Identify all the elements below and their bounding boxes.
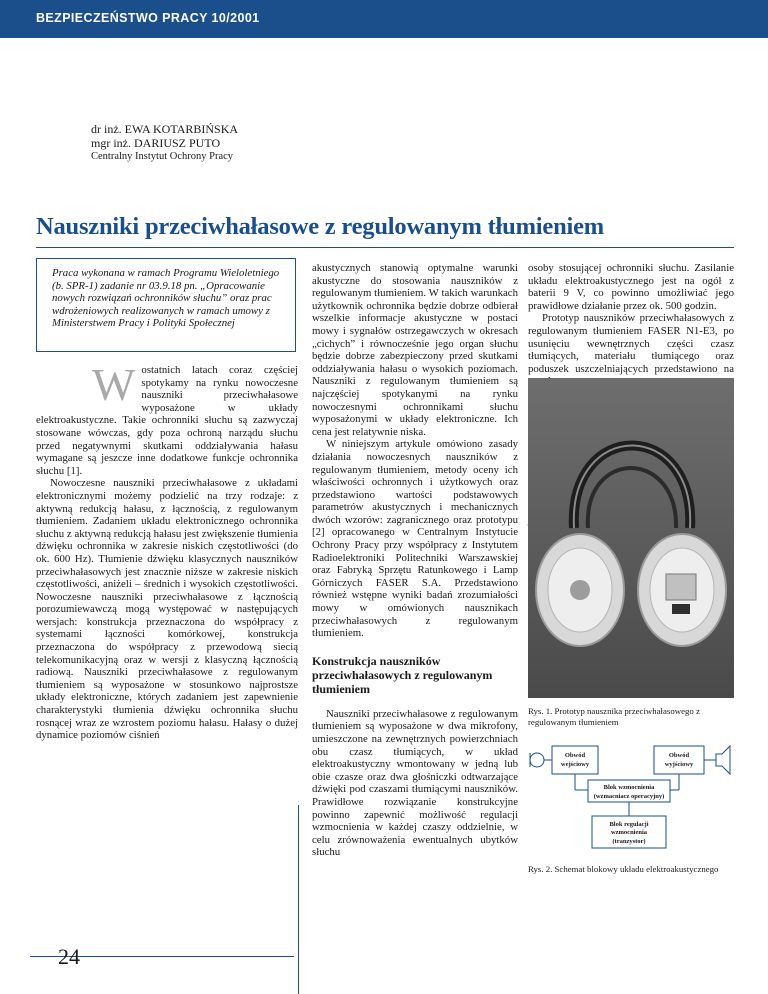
output-circuit-block [654,746,704,774]
output-block-label-1: Obwód [668,752,690,759]
author-institution: Centralny Instytut Ochrony Pracy [91,151,234,162]
title-rule [36,247,734,248]
input-block-label-2: wejściowy [560,761,590,768]
figure-2-diagram [528,738,734,858]
page-number: 24 [58,944,80,969]
figure-2-caption: Rys. 2. Schemat blokowy układu elektroakustycznego [528,864,719,874]
input-block-label-1: Obwód [564,752,586,759]
author-2: mgr inż. DARIUSZ PUTO [91,136,221,150]
microphone-icon [530,753,544,767]
paragraph: Nowoczesne nauszniki przeciwhałasowe z układami elektronicznymi możemy podzielić na trzy rodzaje: z aktywną redukcją hałasu, z łącznością, z regulowanym tłumieniem. Zadaniem układu elektronicznego ochronnika słuchu z aktywną redukcją hałasu jest zwiększenie tłumienia dźwięku ochronnika w zakresie niskich częstotliwości (do ok. 600 Hz). Tłumienie dźwięku klasycznych nauszników przeciwhałasowych jest znacznie niższe w zakresie niskich częstotliwości, aniżeli – średnich i wysokich częstotliwości. Nowoczesne nauszniki przeciwhałasowe z łącznością porozumiewawczą mogą występować w następujących wersjach: konstrukcja przeznaczona do współpracy z systemami łączności komórkowej, konstrukcja przeznaczona do współpracy z przewodową siecią telekomunikacyjną oraz w wersji z klasyczną łącznością radiową. Nauszniki przeciwhałasowe z regulowanym tłumieniem są wyposażone w stosunkowo najprostsze układy elektroniczne, których zadaniem jest zapewnienie charakterystyki tłumienia dźwięku ochronnika słuchu rosnącej wraz ze wzrostem poziomu hałasu. Hałasy o dużej dynamice poziomów ciśnień [36,477,298,742]
amp-block-label-1: Blok wzmocnienia [603,784,655,791]
reg-block-label-1: Blok regulacji [609,821,649,828]
paragraph: W niniejszym artykule omówiono zasady działania nowoczesnych nauszników z regulowanym tłumieniem, metody oceny ich właściwości ochronnych i użytkowych oraz przedstawiono wartości podstawowych parametrów akustycznych i mechanicznych dwóch wzorów: zagranicznego oraz prototypu [2] opracowanego w Centralnym Instytucie Ochrony Pracy przy współpracy z Instytutem Radioelektroniki Politechniki Warszawskiej oraz Fabryką Sprzętu Ratunkowego i Lamp Górniczych FASER S.A. Przedstawiono również wstępne wyniki badań zrozumiałości mowy w omówionych nausznikach przeciwhałasowych z regulowanym tłumieniem. [312,438,518,640]
author-1: dr inż. EWA KOTARBIŃSKA [91,122,239,136]
column-2 [312,262,518,859]
drop-cap: W [92,359,136,410]
article-title: Nauszniki przeciwhałasowe z regulowanym tłumieniem [36,213,604,240]
paragraph: ostatnich latach coraz częściej spotykamy na rynku nowoczesne nauszniki przeciwhałasowe wyposażone w układy elektroakustyczne. Takie ochronniki słuchu są zazwyczaj stosowane wówczas, gdy poza ochroną narządu słuchu przed negatywnymi skutkami oddziaływania hałasu wymagane są jeszcze inne dodatkowe funkcje ochronnika słuchu [1]. [36,364,298,477]
journal-header-text: BEZPIECZEŃSTWO PRACY 10/2001 [36,11,260,25]
section-heading: Konstrukcja nauszników przeciwhałasowych z regulowanym tłumieniem [312,653,493,696]
figure-1-caption: Rys. 1. Prototyp nausznika przeciwhałasowego z regulowanym tłumieniem [528,706,700,727]
reg-block-label-2: wzmocnienia [610,829,648,836]
output-block-label-2: wyjściowy [664,761,694,768]
journal-header-bar [0,0,768,38]
column-1 [36,359,298,742]
headphones-photo-image [528,378,734,698]
paragraph: Prototyp nauszników przeciwhałasowych z regulowanym tłumieniem FASER N1-E3, po usunięciu wewnętrznych części czasz tłumiących, materiału tłumiącego oraz poduszek uszczelniających przedstawiono na [528,312,734,375]
amp-block-label-2: (wzmacniacz operacyjny) [593,793,665,800]
reg-block-label-3: (tranzystor) [612,838,646,845]
figure-1-photo [528,378,734,698]
input-circuit-block [552,746,598,774]
paragraph: akustycznych stanowią optymalne warunki akustyczne do stosowania nauszników z regulowanym tłumieniem. W takich warunkach użytkownik ochronnika będzie dobrze odbierał wszelkie informacje akustyczne w postaci mowy i sygnałów ostrzegawczych w okresach „cichych” i równocześnie jego organ słuchu będzie dobrze zabezpieczony przed skutkami oddziaływania hałasu o wysokich poziomach. Nauszniki z regulowanym tłumieniem są najczęściej spotykanymi na rynku nowoczesnymi ochronnikami słuchu wyposażonymi w układy elektroniczne. Ich cena jest relatywnie niska. [312,262,518,438]
paragraph: Nauszniki przeciwhałasowe z regulowanym tłumieniem są wyposażone w dwa mikrofony, umieszczone na zewnętrznych powierzchniach obu czasz tłumiących, w układ elektroakustyczny wmontowany w jedną lub obie czasze oraz dwa głośniczki odtwarzające dźwięki pod czaszami tłumiącymi nauszników. Prawidłowe rozwiązanie konstrukcyjne powinno zapewnić możliwość regulacji wzmocnienia w każdej czaszy oddzielnie, w celu zrównoważenia ewentualnych ubytków słuchu [312,707,518,859]
abstract-box: Praca wykonana w ramach Programu Wieloletniego (b. SPR-1) zadanie nr 03.9.18 pn. „Opracowanie nowych rozwiązań ochronników słuchu” oraz prac wdrożeniowych realizowanych w ramach umowy z Ministerstwem Pracy i Polityki Społecznej [36,258,296,352]
speaker-icon [716,746,730,774]
authors-block [91,122,238,164]
column-divider [298,805,299,994]
paragraph: osoby stosującej ochronniki słuchu. Zasilanie układu elektroakustycznego jest na ogół z baterii 9 V, co powinno umożliwiać jego prawidłowe działanie przez ok. 500 godzin. [528,262,734,312]
